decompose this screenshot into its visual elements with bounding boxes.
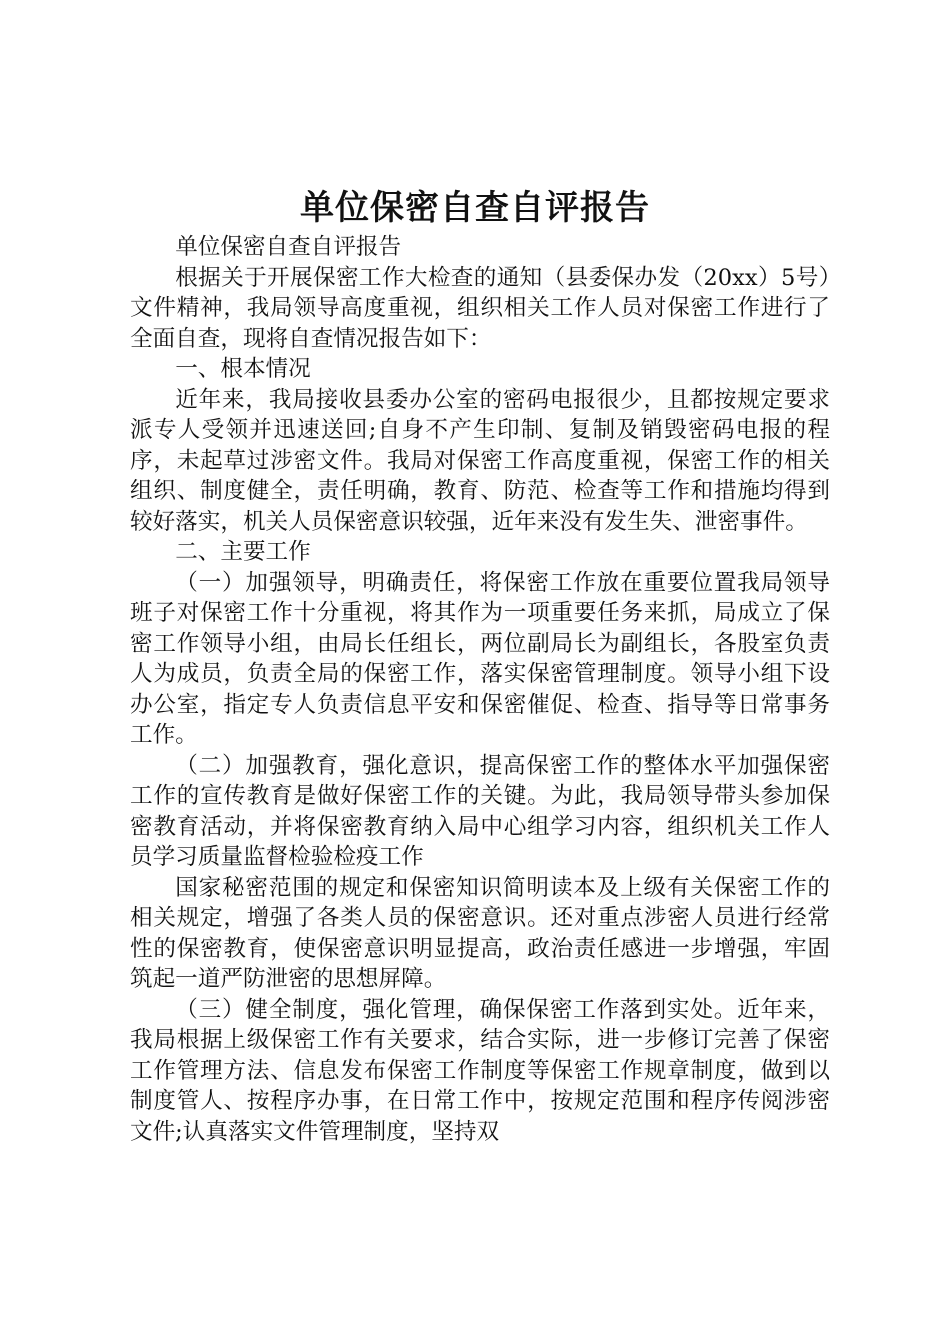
main-work-item-2: （二）加强教育，强化意识，提高保密工作的整体水平加强保密工作的宣传教育是做好保密工作的关键。为此，我局领导带头参加保密教育活动，并将保密教育纳入局中心组学习内容，组织机关工作人员学习质量监督检验检疫工作 bbox=[130, 752, 830, 870]
main-work-item-3: （三）健全制度，强化管理，确保保密工作落到实处。近年来，我局根据上级保密工作有关要求，结合实际，进一步修订完善了保密工作管理方法、信息发布保密工作制度等保密工作规章制度，做到以制度管人、按程序办事，在日常工作中，按规定范围和程序传阅涉密文件;认真落实文件管理制度，坚持双 bbox=[130, 996, 830, 1145]
intro-paragraph: 根据关于开展保密工作大检查的通知（县委保办发（20xx）5号）文件精神，我局领导高度重视，组织相关工作人员对保密工作进行了全面自查，现将自查情况报告如下： bbox=[130, 264, 830, 352]
basic-situation-paragraph: 近年来，我局接收县委办公室的密码电报很少，且都按规定要求派专人受领并迅速送回;自身不产生印制、复制及销毁密码电报的程序，未起草过涉密文件。我局对保密工作高度重视，保密工作的相关组织、制度健全，责任明确，教育、防范、检查等工作和措施均得到较好落实，机关人员保密意识较强，近年来没有发生失、泄密事件。 bbox=[130, 386, 830, 535]
section-heading-main-work: 二、主要工作 bbox=[175, 539, 311, 565]
document-body bbox=[130, 232, 830, 1147]
main-work-item-1: （一）加强领导，明确责任，将保密工作放在重要位置我局领导班子对保密工作十分重视，将其作为一项重要任务来抓，局成立了保密工作领导小组，由局长任组长，两位副局长为副组长，各股室负责人为成员，负责全局的保密工作，落实保密管理制度。领导小组下设办公室，指定专人负责信息平安和保密催促、检查、指导等日常事务工作。 bbox=[130, 569, 830, 748]
document-title: 单位保密自查自评报告 bbox=[300, 188, 650, 228]
main-work-item-2-continued: 国家秘密范围的规定和保密知识简明读本及上级有关保密工作的相关规定，增强了各类人员的保密意识。还对重点涉密人员进行经常性的保密教育，使保密意识明显提高，政治责任感进一步增强，牢固筑起一道严防泄密的思想屏障。 bbox=[130, 874, 830, 992]
section-heading-basic-situation: 一、根本情况 bbox=[175, 356, 311, 382]
subtitle-paragraph: 单位保密自查自评报告 bbox=[175, 234, 402, 260]
